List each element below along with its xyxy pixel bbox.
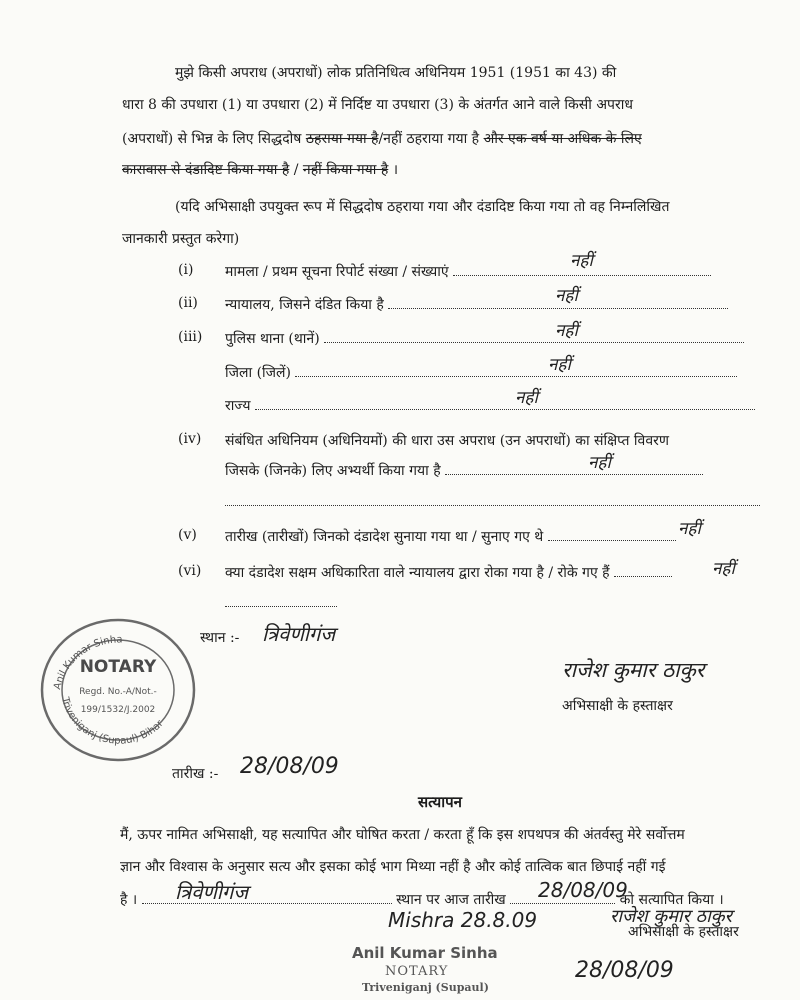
date-handwritten: 28/08/09	[240, 754, 339, 779]
item-iv-text: जिसके (जिनके) लिए अभ्यर्थी किया गया है	[225, 463, 441, 479]
item-iv-answer: नहीं	[588, 453, 611, 473]
place-handwritten: त्रिवेणीगंज	[262, 622, 336, 646]
para1-line3-a: (अपराधों) से भिन्न के लिए सिद्धदोष	[122, 131, 302, 147]
item-ii-label	[225, 295, 728, 314]
district-label	[225, 363, 737, 382]
item-i-answer: नहीं	[570, 251, 593, 271]
para1-line4-struck: कारावास से दंडादिष्ट किया गया है	[122, 162, 290, 178]
item-iii-text: पुलिस थाना (थानें)	[225, 331, 320, 347]
verification-place-handwritten: त्रिवेणीगंज	[175, 880, 249, 904]
item-iii-number: (iii)	[178, 329, 203, 345]
notary-stamp-name: Anil Kumar Sinha	[352, 944, 498, 962]
item-v-text: तारीख (तारीखों) जिनको दंडादेश सुनाया गया था / सुनाए गए थे	[225, 529, 544, 545]
item-iv-dotted-line	[445, 461, 703, 475]
notary-signature: Mishra 28.8.09	[388, 908, 538, 932]
deponent-signature: राजेश कुमार ठाकुर	[562, 658, 705, 682]
item-ii-answer: नहीं	[555, 286, 578, 306]
item-vi-dotted-line	[614, 563, 672, 577]
verification-line3-mid: स्थान पर आज तारीख	[396, 892, 506, 908]
verification-line1: मैं, ऊपर नामित अभिसाक्षी, यह सत्यापित और घोषित करता / करता हूँ कि इस शपथपत्र की अंतर्वस्तु मेरे सर्वोत्तम	[120, 827, 685, 843]
seal-ring-bottom-text: Triveniganj (Supaul) Bihar	[59, 696, 166, 747]
item-iv-label-line1: संबंधित अधिनियम (अधिनियमों) की धारा उस अपराध (उन अपराधों) का संक्षिप्त विवरण	[225, 433, 669, 449]
item-i-text: मामला / प्रथम सूचना रिपोर्ट संख्या / संख्याएं	[225, 264, 449, 280]
item-iv-number: (iv)	[178, 431, 202, 447]
item-iii-answer: नहीं	[555, 321, 578, 341]
verification-date2-handwritten: 28/08/09	[575, 958, 674, 983]
state-answer: नहीं	[515, 388, 538, 408]
para1-line3-struck: ठहराया गया है	[305, 131, 379, 147]
item-v-number: (v)	[178, 527, 197, 543]
seal-regd-text: Regd. No.-A/Not.-	[79, 687, 157, 697]
verification-line3-end: को सत्यापित किया ।	[619, 892, 724, 908]
verification-line2: ज्ञान और विश्वास के अनुसार सत्य और इसका कोई भाग मिथ्या नहीं है और कोई तात्विक बात छिपाई नहीं गई	[120, 859, 666, 875]
item-iii-label	[225, 329, 744, 348]
para1-line4-struck2: नहीं किया गया है	[302, 162, 389, 178]
item-i-label	[225, 262, 711, 281]
item-v-answer: नहीं	[678, 519, 701, 539]
notary-stamp-place: Triveniganj (Supaul)	[362, 981, 489, 994]
date-label: तारीख :-	[172, 766, 219, 782]
item-vi-text: क्या दंडादेश सक्षम अधिकारिता वाले न्यायालय द्वारा रोका गया है / रोके गए हैं	[225, 565, 610, 581]
deponent-signature-label: अभिसाक्षी के हस्ताक्षर	[562, 698, 673, 714]
seal-number-text: 199/1532/J.2002	[80, 705, 156, 715]
seal-center-text: NOTARY	[79, 657, 157, 677]
seal-ring-top-text: Anil Kumar Sinha	[52, 634, 123, 691]
item-vi-label	[225, 563, 672, 582]
place-label: स्थान :-	[200, 630, 240, 646]
para1-line4-slash: /	[289, 162, 303, 178]
item-ii-number: (ii)	[178, 295, 198, 311]
notary-seal	[38, 612, 198, 762]
district-answer: नहीं	[548, 355, 571, 375]
para1-line3	[122, 130, 642, 148]
verification-deponent-signature: राजेश कुमार ठाकुर	[610, 906, 732, 927]
notary-stamp-title: NOTARY	[385, 964, 449, 979]
para1-line3-struck2: और एक वर्ष या अधिक के लिए	[483, 131, 642, 147]
para1-line4-end: ।	[388, 162, 399, 178]
district-text: जिला (जिलें)	[225, 365, 292, 381]
item-iv-label-line2	[225, 461, 703, 480]
item-vi-dotted-line-2	[225, 593, 337, 607]
item-iii-dotted-line	[324, 329, 744, 343]
state-dotted-line	[255, 396, 755, 410]
district-dotted-line	[295, 363, 737, 377]
para2-line1: (यदि अभिसाक्षी उपयुक्त रूप में सिद्धदोष ठहराया गया और दंडादिष्ट किया गया तो वह निम्नलिखित	[175, 199, 670, 215]
para1-line1: मुझे किसी अपराध (अपराधों) लोक प्रतिनिधित्व अधिनियम 1951 (1951 का 43) की	[175, 65, 617, 81]
item-iv-extra-line	[225, 492, 760, 510]
state-label	[225, 396, 755, 415]
verification-date-handwritten: 28/08/09	[538, 878, 628, 902]
verification-heading: सत्यापन	[418, 793, 462, 811]
state-text: राज्य	[225, 398, 251, 414]
item-vi-answer: नहीं	[712, 559, 735, 579]
para1-line4	[122, 161, 398, 179]
para1-line2: धारा 8 की उपधारा (1) या उपधारा (2) में निर्दिष्ट या उपधारा (3) के अंतर्गत आने वाले किसी अपराध	[122, 97, 633, 113]
item-vi-extra-line	[225, 593, 337, 611]
item-ii-text: न्यायालय, जिसने दंडित किया है	[225, 297, 384, 313]
item-v-label	[225, 527, 676, 546]
item-i-number: (i)	[178, 262, 194, 278]
verification-line3-start: है ।	[120, 892, 138, 908]
para2-line2: जानकारी प्रस्तुत करेगा)	[122, 231, 240, 247]
item-vi-number: (vi)	[178, 563, 202, 579]
item-v-dotted-line	[548, 527, 676, 541]
verification-signature-label: अभिसाक्षी के हस्ताक्षर	[628, 924, 739, 940]
item-iv-dotted-line-2	[225, 492, 760, 506]
para1-line3-c: /नहीं ठहराया गया है	[378, 131, 480, 147]
